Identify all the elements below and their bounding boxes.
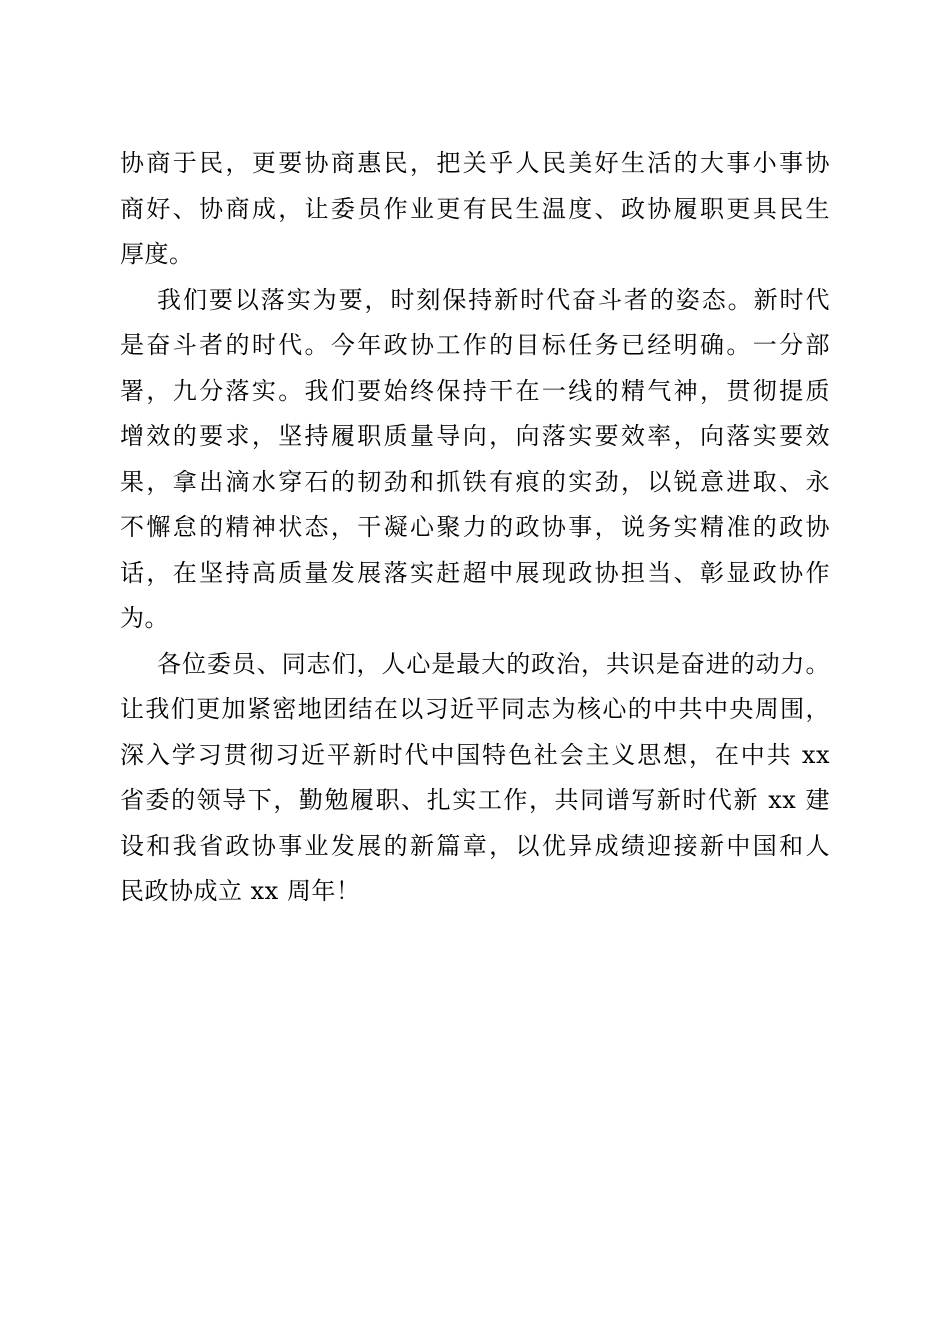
paragraph-line: 增效的要求，坚持履职质量导向，向落实要效率，向落实要效	[120, 422, 830, 450]
paragraph-2	[120, 278, 830, 642]
paragraph-line: 厚度。	[120, 240, 194, 268]
paragraph-line: 果，拿出滴水穿石的韧劲和抓铁有痕的实劲，以锐意进取、永	[120, 467, 830, 496]
paragraph-line: 商好、协商成，让委员作业更有民生温度、政协履职更具民生	[120, 194, 830, 223]
paragraph-line: 是奋斗者的时代。今年政协工作的目标任务已经明确。一分部	[120, 331, 830, 359]
paragraph-line: 为。	[120, 604, 169, 632]
paragraph-line: 协商于民，更要协商惠民，把关乎人民美好生活的大事小事协	[120, 149, 830, 177]
document-body	[120, 141, 830, 915]
paragraph-line: 设和我省政协事业发展的新篇章，以优异成绩迎接新中国和人	[120, 831, 830, 860]
paragraph-line: 民政协成立 xx 周年！	[120, 877, 361, 905]
paragraph-3	[120, 642, 830, 915]
paragraph-line: 深入学习贯彻习近平新时代中国特色社会主义思想，在中共 xx	[120, 740, 830, 769]
paragraph-line: 省委的领导下，勤勉履职、扎实工作，共同谱写新时代新 xx 建	[120, 786, 830, 814]
paragraph-1	[120, 141, 830, 278]
paragraph-line: 话，在坚持高质量发展落实赶超中展现政协担当、彰显政协作	[120, 558, 830, 587]
paragraph-line: 不懈怠的精神状态，干凝心聚力的政协事，说务实精准的政协	[120, 513, 830, 541]
paragraph-line: 署，九分落实。我们要始终保持干在一线的精气神，贯彻提质	[120, 376, 830, 405]
paragraph-line: 我们要以落实为要，时刻保持新时代奋斗者的姿态。新时代	[157, 285, 830, 314]
paragraph-line: 各位委员、同志们，人心是最大的政治，共识是奋进的动力。	[157, 649, 830, 678]
paragraph-line: 让我们更加紧密地团结在以习近平同志为核心的中共中央周围，	[120, 695, 830, 723]
